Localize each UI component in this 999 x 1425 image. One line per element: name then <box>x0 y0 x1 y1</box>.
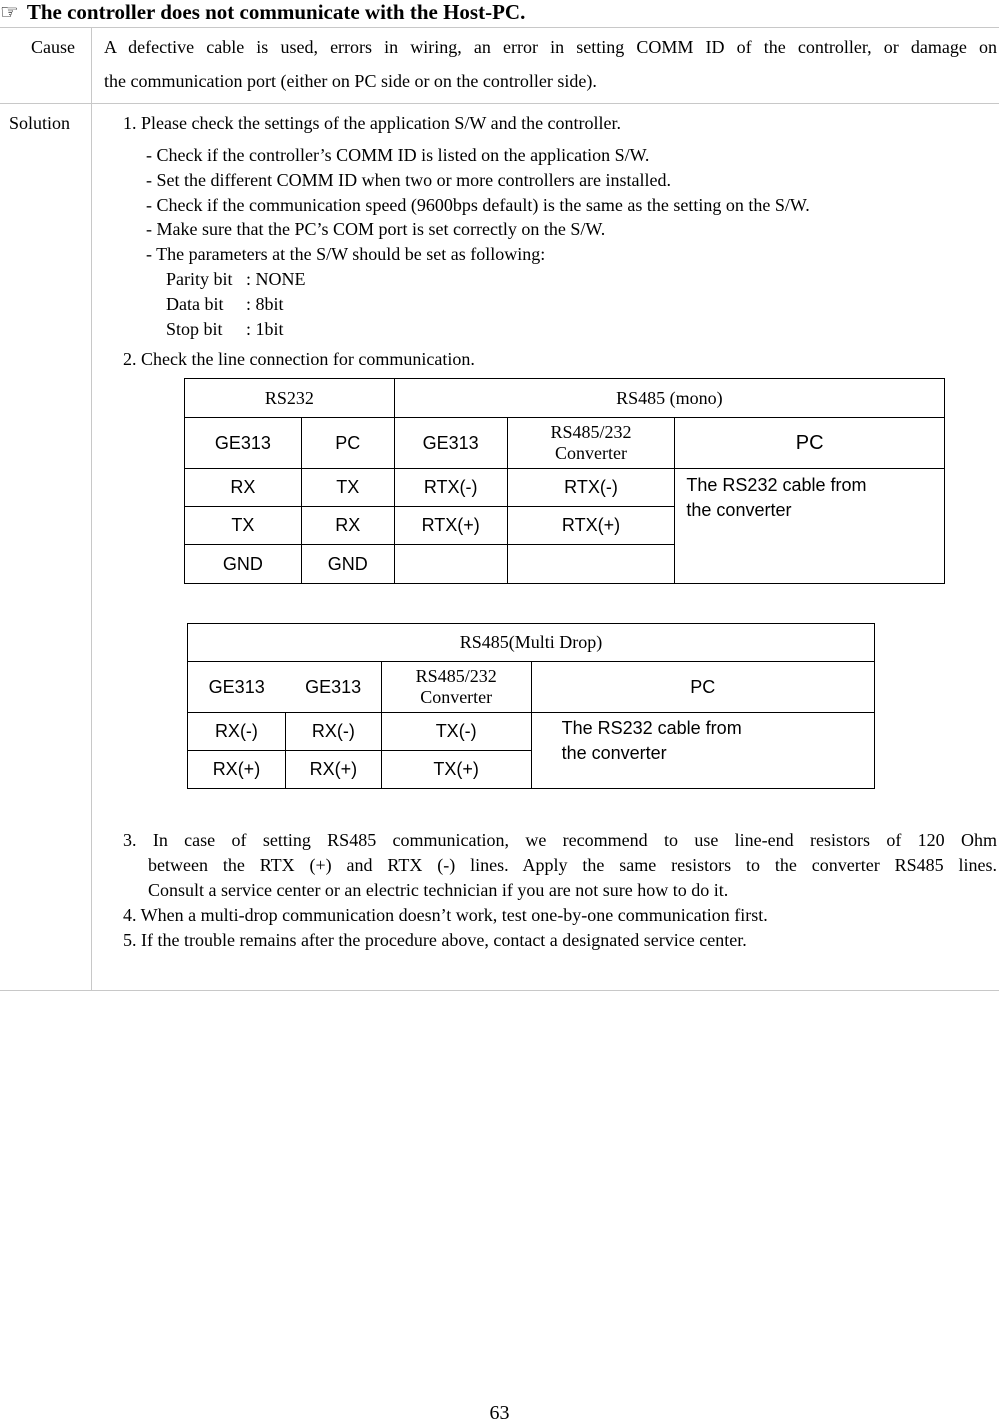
cause-label: Cause <box>31 37 75 57</box>
table-header-row <box>185 418 945 469</box>
pc-note-line2: the converter <box>686 500 792 520</box>
table-cell: TX <box>185 507 302 545</box>
table-cell: RX(-) <box>285 713 381 751</box>
converter-line1: RS485/232 <box>550 422 632 442</box>
column-divider <box>91 27 92 990</box>
col-header: GE313 <box>185 418 302 469</box>
rule-bottom <box>0 990 999 991</box>
param-name-parity: Parity bit <box>166 269 233 289</box>
pc-note-line2: the converter <box>561 743 667 763</box>
pc-note-line1: The RS232 cable from <box>686 475 867 495</box>
param-name-data: Data bit <box>166 294 224 314</box>
bullet-3: - Check if the communication speed (9600bps default) is the same as the setting on the S/W. <box>146 195 810 215</box>
group-header-rs232: RS232 <box>185 379 395 418</box>
converter-line2: Converter <box>555 443 627 463</box>
pointing-hand-icon: ☞ <box>0 0 19 24</box>
section-heading <box>0 0 525 26</box>
table-cell: RX(+) <box>188 751 286 789</box>
table-cell: RX <box>301 507 394 545</box>
group-header-rs485-mono: RS485 (mono) <box>394 379 944 418</box>
col-header-converter <box>381 662 531 713</box>
col-header: GE313 <box>394 418 507 469</box>
page-number: 63 <box>489 1402 510 1424</box>
multidrop-title: RS485(Multi Drop) <box>188 624 875 662</box>
step-3-line2: between the RTX (+) and RTX (-) lines. Apply the same resistors to the converter RS485 lines. <box>148 855 997 875</box>
table-title-row <box>188 624 875 662</box>
pc-cable-note <box>531 713 874 789</box>
wiring-table-mono <box>184 378 945 584</box>
converter-line1: RS485/232 <box>415 666 497 686</box>
table-cell: TX <box>301 469 394 507</box>
col-header: PC <box>675 418 945 469</box>
table-cell: RX(-) <box>188 713 286 751</box>
table-cell <box>507 545 675 584</box>
pc-cable-note <box>675 469 945 584</box>
bullet-2: - Set the different COMM ID when two or more controllers are installed. <box>146 170 672 190</box>
step-2: 2. Check the line connection for communication. <box>123 349 475 369</box>
step-3-line1: 3. In case of setting RS485 communication, we recommend to use line-end resistors of 120 Ohm <box>123 830 997 850</box>
rule-top <box>0 27 999 28</box>
table-cell: RTX(-) <box>507 469 675 507</box>
solution-label: Solution <box>9 113 71 133</box>
param-value-stop: : 1bit <box>246 319 284 339</box>
rule-mid <box>0 103 999 104</box>
table-cell: TX(-) <box>381 713 531 751</box>
cause-text-line2: the communication port (either on PC side or on the controller side). <box>104 71 597 91</box>
param-name-stop: Stop bit <box>166 319 223 339</box>
table-cell <box>394 545 507 584</box>
converter-line2: Converter <box>420 687 493 707</box>
bullet-1: - Check if the controller’s COMM ID is listed on the application S/W. <box>146 145 650 165</box>
wiring-table-multidrop <box>187 623 875 789</box>
table-header-row <box>188 662 875 713</box>
param-value-parity: : NONE <box>246 269 306 289</box>
section-title: The controller does not communicate with the Host-PC. <box>26 0 526 24</box>
table-cell: RX(+) <box>285 751 381 789</box>
table-cell: RTX(+) <box>394 507 507 545</box>
cause-text-line1: A defective cable is used, errors in wiring, an error in setting COMM ID of the controller, or damage on <box>104 37 997 57</box>
col-header: PC <box>531 662 874 713</box>
step-3-line3: Consult a service center or an electric technician if you are not sure how to do it. <box>148 880 729 900</box>
table-cell: GND <box>301 545 394 584</box>
col-header: PC <box>301 418 394 469</box>
table-row <box>188 713 875 751</box>
table-cell: GND <box>185 545 302 584</box>
table-row <box>185 469 945 507</box>
bullet-4: - Make sure that the PC’s COM port is set correctly on the S/W. <box>146 219 606 239</box>
pc-note-line1: The RS232 cable from <box>561 718 742 738</box>
step-4: 4. When a multi-drop communication doesn’t work, test one-by-one communication first. <box>123 905 768 925</box>
table-cell: TX(+) <box>381 751 531 789</box>
table-group-row <box>185 379 945 418</box>
step-1: 1. Please check the settings of the application S/W and the controller. <box>123 113 622 133</box>
table-cell: RTX(+) <box>507 507 675 545</box>
param-value-data: : 8bit <box>246 294 284 314</box>
step-5: 5. If the trouble remains after the procedure above, contact a designated service center. <box>123 930 747 950</box>
table-cell: RTX(-) <box>394 469 507 507</box>
col-header: GE313 <box>188 662 286 713</box>
col-header-converter <box>507 418 675 469</box>
table-cell: RX <box>185 469 302 507</box>
col-header: GE313 <box>285 662 381 713</box>
bullet-5: - The parameters at the S/W should be set as following: <box>146 244 546 264</box>
